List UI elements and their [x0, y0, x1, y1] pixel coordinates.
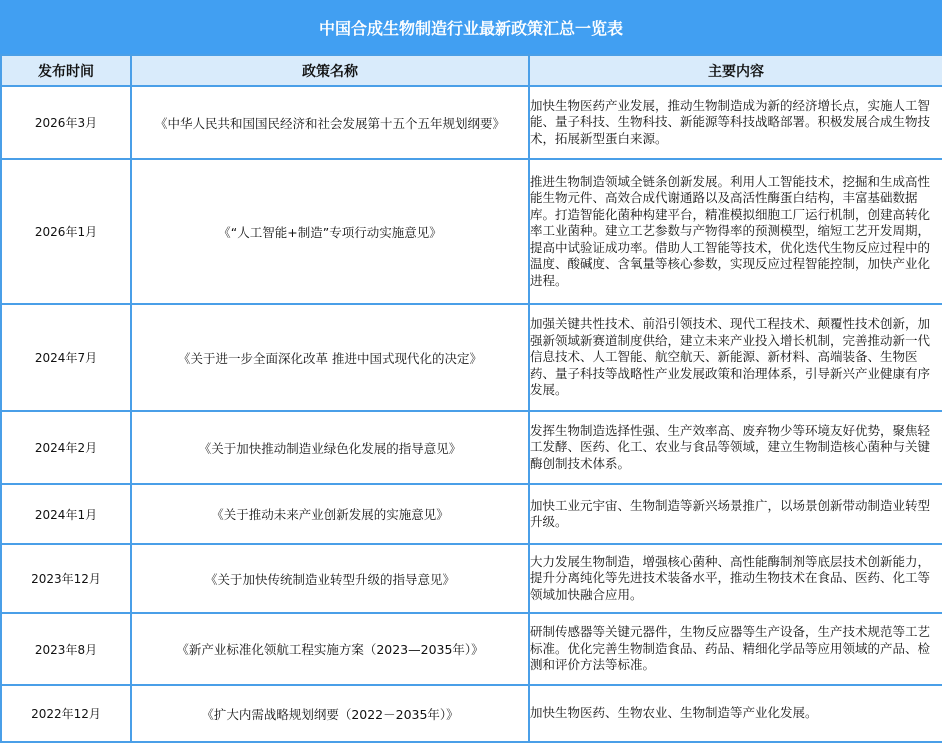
table-title: 中国合成生物制造行业最新政策汇总一览表 [0, 0, 942, 54]
row-date: 2026年1月 [1, 159, 131, 304]
row-policy-name: 《扩大内需战略规划纲要（2022－2035年）》 [131, 685, 529, 742]
table-row [1, 685, 942, 742]
row-content: 加快工业元宇宙、生物制造等新兴场景推广，以场景创新带动制造业转型升级。 [529, 484, 942, 544]
table-row [1, 484, 942, 544]
policy-table [0, 54, 942, 743]
table-row [1, 411, 942, 484]
header-main-content: 主要内容 [529, 55, 942, 86]
row-content: 加快生物医药产业发展，推动生物制造成为新的经济增长点，实施人工智能、量子科技、生物科技、新能源等科技战略部署。积极发展合成生物技术，拓展新型蛋白来源。 [529, 86, 942, 159]
row-policy-name: 《新产业标准化领航工程实施方案（2023—2035年）》 [131, 613, 529, 685]
row-content: 推进生物制造领域全链条创新发展。利用人工智能技术，挖掘和生成高性能生物元件、高效合成代谢通路以及高活性酶蛋白结构，丰富基础数据库。打造智能化菌种构建平台，精准模拟细胞工厂运行机制，创建高转化率工业菌种。建立工艺参数与产物得率的预测模型，缩短工艺开发周期，提高中试验证成功率。借助人工智能等技术，优化迭代生物反应过程中的温度、酸碱度、含氧量等核心参数，实现反应过程智能控制，加快产业化进程。 [529, 159, 942, 304]
row-date: 2026年3月 [1, 86, 131, 159]
header-date: 发布时间 [1, 55, 131, 86]
row-date: 2024年2月 [1, 411, 131, 484]
table-row [1, 544, 942, 613]
row-policy-name: 《关于加快推动制造业绿色化发展的指导意见》 [131, 411, 529, 484]
row-policy-name: 《关于推动未来产业创新发展的实施意见》 [131, 484, 529, 544]
table-row [1, 86, 942, 159]
table-row [1, 613, 942, 685]
row-date: 2022年12月 [1, 685, 131, 742]
header-policy-name: 政策名称 [131, 55, 529, 86]
row-policy-name: 《关于进一步全面深化改革 推进中国式现代化的决定》 [131, 304, 529, 411]
row-content: 发挥生物制造选择性强、生产效率高、废弃物少等环境友好优势，聚焦轻工发酵、医药、化工、农业与食品等领域，建立生物制造核心菌种与关键酶创制技术体系。 [529, 411, 942, 484]
row-policy-name: 《关于加快传统制造业转型升级的指导意见》 [131, 544, 529, 613]
row-date: 2023年12月 [1, 544, 131, 613]
table-row [1, 304, 942, 411]
row-content: 大力发展生物制造，增强核心菌种、高性能酶制剂等底层技术创新能力，提升分离纯化等先进技术装备水平，推动生物技术在食品、医药、化工等领域加快融合应用。 [529, 544, 942, 613]
table-row [1, 159, 942, 304]
row-date: 2024年1月 [1, 484, 131, 544]
row-date: 2024年7月 [1, 304, 131, 411]
row-content: 加快生物医药、生物农业、生物制造等产业化发展。 [529, 685, 942, 742]
row-date: 2023年8月 [1, 613, 131, 685]
row-content: 加强关键共性技术、前沿引领技术、现代工程技术、颠覆性技术创新，加强新领域新赛道制度供给，建立未来产业投入增长机制，完善推动新一代信息技术、人工智能、航空航天、新能源、新材料、高端装备、生物医药、量子科技等战略性产业发展政策和治理体系，引导新兴产业健康有序发展。 [529, 304, 942, 411]
row-content: 研制传感器等关键元器件，生物反应器等生产设备，生产技术规范等工艺标准。优化完善生物制造食品、药品、精细化学品等应用领域的产品、检测和评价方法等标准。 [529, 613, 942, 685]
row-policy-name: 《中华人民共和国国民经济和社会发展第十五个五年规划纲要》 [131, 86, 529, 159]
header-row [1, 55, 942, 86]
row-policy-name: 《“人工智能+制造”专项行动实施意见》 [131, 159, 529, 304]
